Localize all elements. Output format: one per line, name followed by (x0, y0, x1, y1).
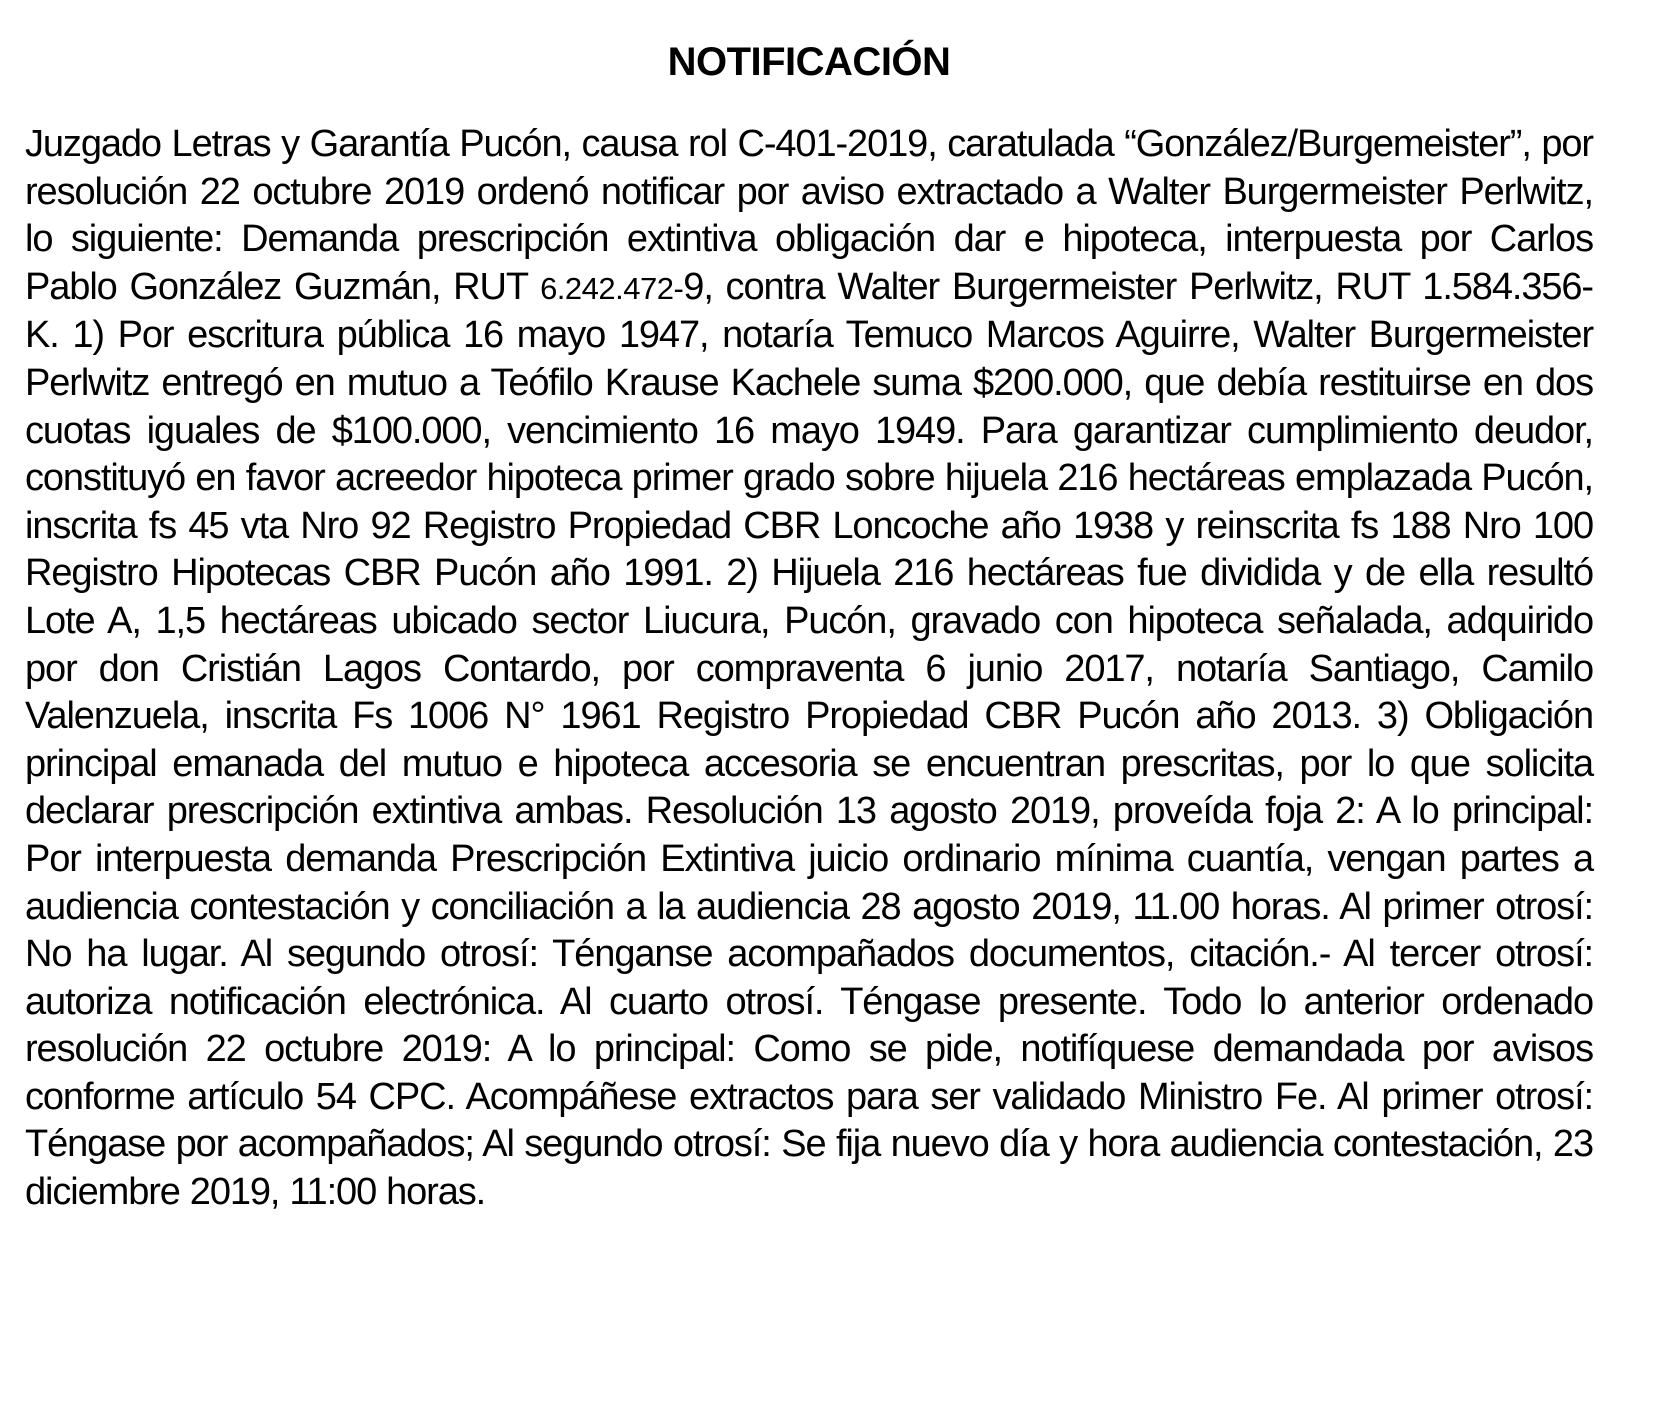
paragraph-run-2: 9, contra Walter Burgermeister Perlwitz, RUT 1.584.356-K. 1) Por escritura pública 16 mayo 1947, notaría Temuco Marcos Aguirre, Walter Burgermeister Perlwitz entregó en mutuo a Teófilo Krause Kachele suma $200.000, que debía restituirse en dos cuotas iguales de $100.000, vencimiento 16 mayo 1949. Para garantizar cumplimiento deudor, constituyó en favor acreedor hipoteca primer grado sobre hijuela 216 hectáreas emplazada Pucón, inscrita fs 45 vta Nro 92 Registro Propiedad CBR Loncoche año 1938 y reinscrita fs 188 Nro 100 Registro Hipotecas CBR Pucón año 1991. 2) Hijuela 216 hectáreas fue dividida y de ella resultó Lote A, 1,5 hectáreas ubicado sector Liucura, Pucón, gravado con hipoteca señalada, adquirido por don Cristián Lagos Contardo, por compraventa 6 junio 2017, notaría Santiago, Camilo Valenzuela, inscrita Fs 1006 N° 1961 Registro Propiedad CBR Pucón año 2013. 3) Obligación principal emanada del mutuo e hipoteca accesoria se encuentran prescritas, por lo que solicita declarar prescripción extintiva ambas. Resolución 13 agosto 2019, proveída foja 2: A lo principal: Por interpuesta demanda Prescripción Extintiva juicio ordinario mínima cuantía, vengan partes a audiencia contestación y conciliación a la audiencia 28 agosto 2019, 11.00 horas. Al primer otrosí: No ha lugar. Al segundo otrosí: Ténganse acompañados documentos, citación.- Al tercer otrosí: autoriza notificación electrónica. Al cuarto otrosí. Téngase presente. Todo lo anterior ordenado resolución 22 octubre 2019: A lo principal: Como se pide, notifíquese demandada por avisos conforme artículo 54 CPC. Acompáñese extractos para ser validado Ministro Fe. Al primer otrosí: Téngase por acompañados; Al segundo otrosí: Se fija nuevo día y hora audiencia contestación, 23 diciembre 2019, 11:00 horas. (25, 265, 1593, 1214)
paragraph-run-1: Juzgado Letras y Garantía Pucón, causa rol C-401-2019, caratulada “González/Burgemeister”, por resolución 22 octubre 2019 ordenó notificar por aviso extractado a Walter Burgermeister Perlwitz, lo siguiente: Demanda prescripción extintiva obligación dar e hipoteca, interpuesta por Carlos Pablo González Guzmán, RUT (25, 123, 1593, 308)
document-title: NOTIFICACIÓN (667, 40, 951, 84)
rut-number-small-text: 6.242.472- (540, 270, 684, 306)
notification-paragraph (25, 121, 1593, 1217)
